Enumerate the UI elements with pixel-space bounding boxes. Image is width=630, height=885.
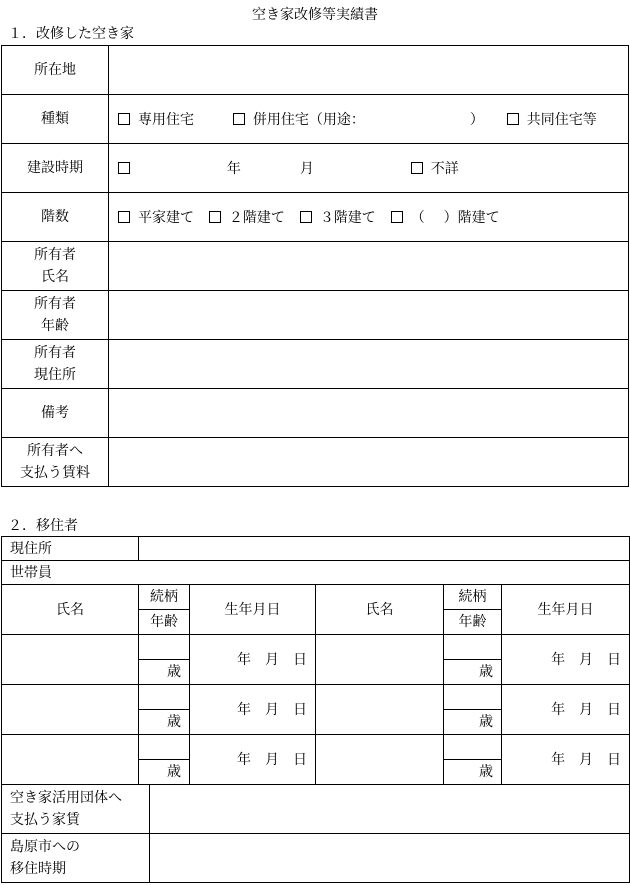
floors-field	[109, 193, 629, 242]
member-name-field[interactable]	[2, 735, 139, 785]
built-month-unit: 月	[299, 161, 314, 177]
checkbox-icon[interactable]	[118, 113, 130, 125]
type-option-combined: 併用住宅（用途：	[252, 112, 365, 128]
rent-field[interactable]	[109, 438, 629, 487]
member-relation-field[interactable]	[444, 635, 502, 660]
checkbox-icon[interactable]	[233, 113, 245, 125]
rent-label: 所有者へ 支払う賃料	[2, 438, 109, 487]
move-date-label: 島原市への 移住時期	[2, 834, 150, 883]
member-name-field[interactable]	[2, 635, 139, 685]
household-label: 世帯員	[2, 561, 630, 585]
relation-header: 続柄	[139, 585, 190, 610]
org-rent-label: 空き家活用団体へ 支払う家賃	[2, 785, 150, 834]
birth-header: 生年月日	[502, 585, 630, 635]
owner-age-label: 所有者 年齢	[2, 291, 109, 340]
type-option-combined-close: ）	[469, 112, 484, 128]
relation-header: 続柄	[444, 585, 502, 610]
built-label: 建設時期	[2, 144, 109, 193]
floors-option-1: 平家建て	[138, 210, 194, 226]
member-birth-field[interactable]: 年 月 日	[502, 635, 630, 685]
member-relation-field[interactable]	[139, 685, 190, 710]
document-title: 空き家改修等実績書	[252, 7, 378, 23]
remarks-label: 備考	[2, 389, 109, 438]
floors-option-2: ２階建て	[228, 210, 285, 226]
member-birth-field[interactable]: 年 月 日	[190, 635, 316, 685]
member-name-field[interactable]	[316, 685, 444, 735]
section2-heading: ２．移住者	[8, 518, 78, 534]
member-birth-field[interactable]: 年 月 日	[502, 685, 630, 735]
member-age-field[interactable]: 歳	[444, 710, 502, 735]
member-relation-field[interactable]	[444, 685, 502, 710]
member-age-field[interactable]: 歳	[139, 710, 190, 735]
name-header: 氏名	[316, 585, 444, 635]
member-age-field[interactable]: 歳	[139, 760, 190, 785]
checkbox-icon[interactable]	[118, 162, 130, 174]
current-address-label: 現住所	[2, 537, 139, 561]
current-address-field[interactable]	[139, 537, 630, 561]
member-relation-field[interactable]	[139, 735, 190, 760]
built-unknown: 不詳	[430, 161, 459, 177]
floors-option-4-open: （	[410, 210, 425, 226]
migrant-table	[1, 536, 630, 883]
built-field	[109, 144, 629, 193]
checkbox-icon[interactable]	[300, 211, 312, 223]
org-rent-field[interactable]	[150, 785, 630, 834]
name-header: 氏名	[2, 585, 139, 635]
checkbox-icon[interactable]	[391, 211, 403, 223]
owner-address-field[interactable]	[109, 340, 629, 389]
vacant-house-table	[1, 45, 629, 487]
location-label: 所在地	[2, 46, 109, 95]
checkbox-icon[interactable]	[118, 211, 130, 223]
age-header: 年齢	[139, 610, 190, 635]
member-age-field[interactable]: 歳	[444, 760, 502, 785]
checkbox-icon[interactable]	[507, 113, 519, 125]
section1-heading: １．改修した空き家	[8, 26, 134, 42]
birth-header: 生年月日	[190, 585, 316, 635]
member-name-field[interactable]	[316, 635, 444, 685]
member-birth-field[interactable]: 年 月 日	[190, 735, 316, 785]
age-header: 年齢	[444, 610, 502, 635]
owner-address-label: 所有者 現住所	[2, 340, 109, 389]
owner-name-field[interactable]	[109, 242, 629, 291]
member-name-field[interactable]	[2, 685, 139, 735]
built-year-unit: 年	[226, 161, 241, 177]
owner-age-field[interactable]	[109, 291, 629, 340]
member-age-field[interactable]: 歳	[139, 660, 190, 685]
member-relation-field[interactable]	[444, 735, 502, 760]
owner-name-label: 所有者 氏名	[2, 242, 109, 291]
member-name-field[interactable]	[316, 735, 444, 785]
member-birth-field[interactable]: 年 月 日	[502, 735, 630, 785]
checkbox-icon[interactable]	[209, 211, 221, 223]
checkbox-icon[interactable]	[411, 162, 423, 174]
floors-option-4-close: ）階建て	[443, 210, 500, 226]
type-option-shared: 共同住宅等	[526, 112, 597, 128]
floors-option-3: ３階建て	[319, 210, 376, 226]
type-option-dedicated: 専用住宅	[138, 112, 194, 128]
member-relation-field[interactable]	[139, 635, 190, 660]
member-birth-field[interactable]: 年 月 日	[190, 685, 316, 735]
floors-label: 階数	[2, 193, 109, 242]
remarks-field[interactable]	[109, 389, 629, 438]
member-age-field[interactable]: 歳	[444, 660, 502, 685]
move-date-field[interactable]	[150, 834, 630, 883]
type-field	[109, 95, 629, 144]
type-label: 種類	[2, 95, 109, 144]
location-field[interactable]	[109, 46, 629, 95]
